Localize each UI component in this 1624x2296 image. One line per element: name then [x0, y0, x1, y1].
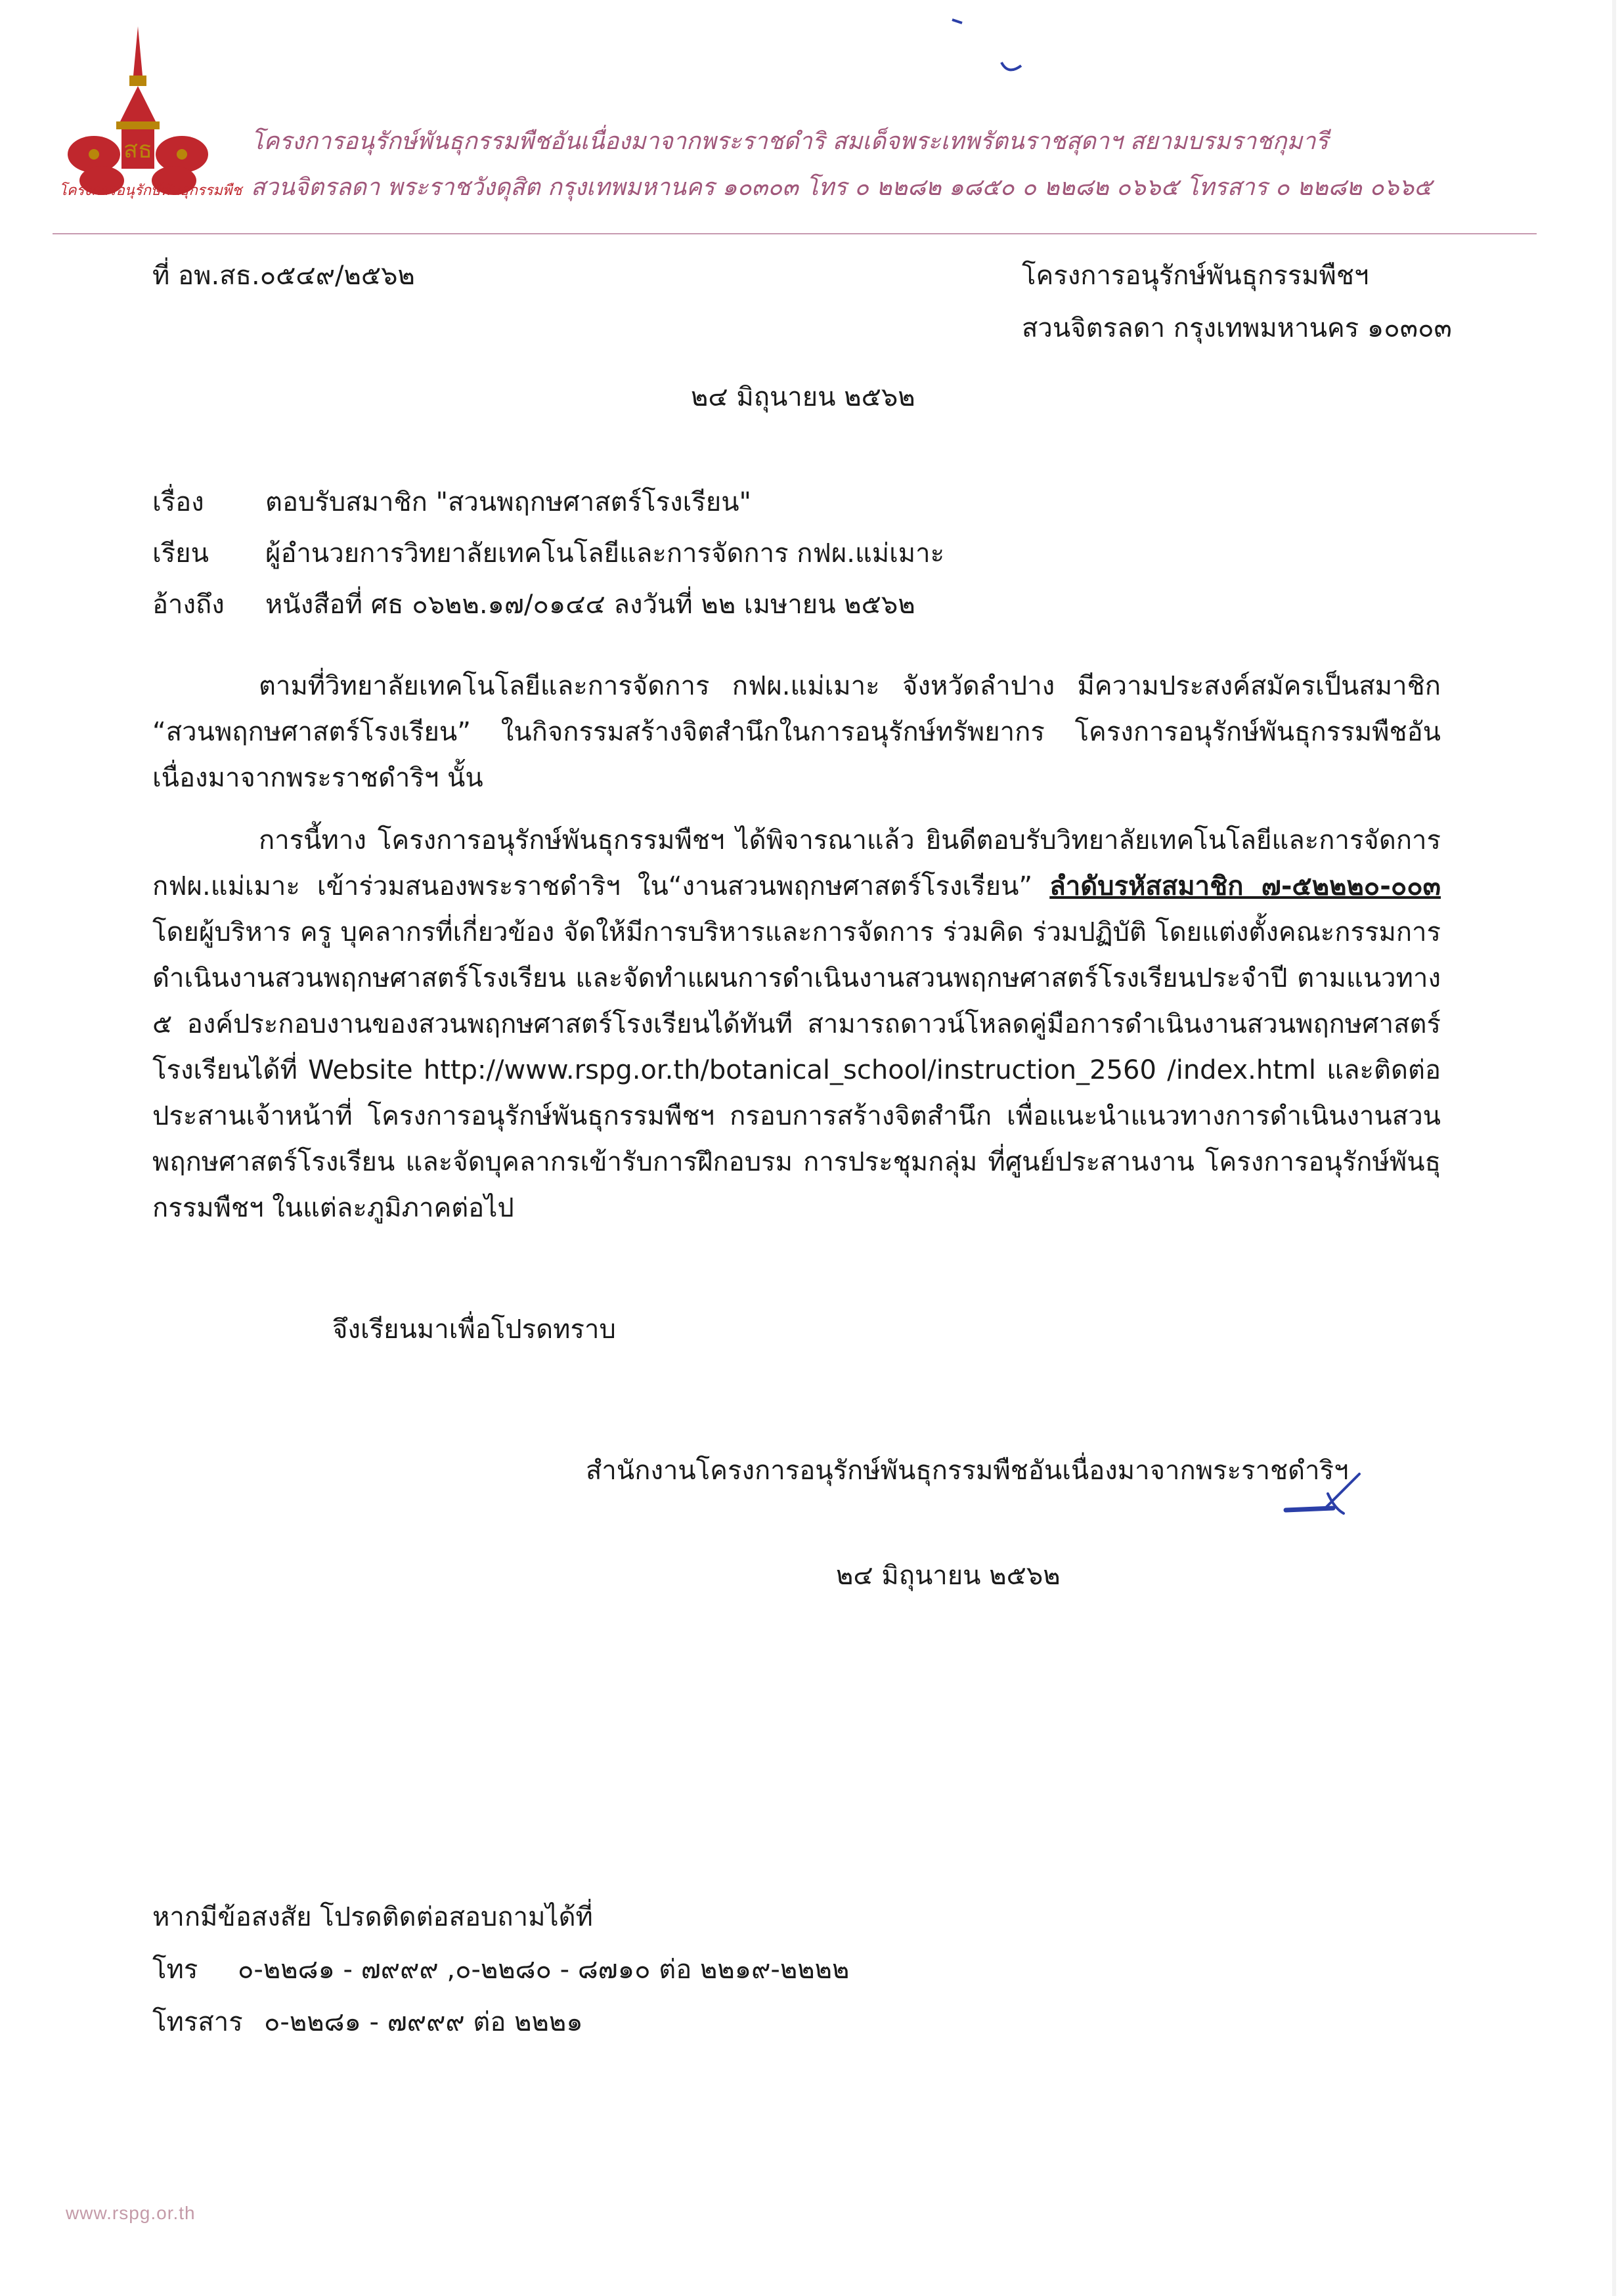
letter-date: ๒๔ มิถุนายน ๒๕๖๒: [691, 382, 915, 412]
subject-label: เรื่อง: [152, 487, 204, 517]
letterhead-line-2: สวนจิตรลดา พระราชวังดุสิต กรุงเทพมหานคร ๑๐๓๐๓ โทร ๐ ๒๒๘๒ ๑๘๕๐ ๐ ๒๒๘๒ ๐๖๖๕ โทรสาร ๐ ๒๒๘๒ ๐๖๖๕: [251, 174, 1432, 201]
reference-number: ที่ อพ.สธ.๐๕๔๙/๒๕๖๒: [152, 261, 415, 291]
signatory-office: สำนักงานโครงการอนุรักษ์พันธุกรรมพืชอันเนื่องมาจากพระราชดำริฯ: [586, 1456, 1349, 1486]
sender-address: สวนจิตรลดา กรุงเทพมหานคร ๑๐๓๐๓: [1022, 313, 1452, 343]
svg-text:สธ: สธ: [123, 137, 152, 163]
reference-label: อ้างถึง: [152, 590, 225, 620]
fax-label: โทรสาร: [152, 2007, 243, 2037]
subject-text: ตอบรับสมาชิก "สวนพฤกษศาสตร์โรงเรียน": [265, 487, 751, 517]
recipient-text: ผู้อำนวยการวิทยาลัยเทคโนโลยีและการจัดการ กฟผ.แม่เมาะ: [265, 538, 945, 569]
member-code: ลำดับรหัสสมาชิก ๗-๕๒๒๒๐-๐๐๓: [1049, 871, 1441, 901]
phone-numbers: ๐-๒๒๘๑ - ๗๙๙๙ ,๐-๒๒๘๐ - ๘๗๑๐ ต่อ ๒๒๑๙-๒๒๒๒: [238, 1955, 850, 1985]
reference-text: หนังสือที่ ศธ ๐๖๒๒.๑๗/๐๑๔๔ ลงวันที่ ๒๒ เมษายน ๒๕๖๒: [265, 590, 915, 620]
signature-mark: [1281, 1467, 1372, 1527]
logo-caption: โครงการอนุรักษ์พันธุกรรมพืช: [59, 183, 242, 199]
paragraph-1: ตามที่วิทยาลัยเทคโนโลยีและการจัดการ กฟผ.แม่เมาะ จังหวัดลำปาง มีความประสงค์สมัครเป็นสมาชิก “สวนพฤกษศาสตร์โรงเรียน” ในกิจกรรมสร้างจิตสำนึกในการอนุรักษ์ทรัพยากร โครงการอนุรักษ์พันธุกรรมพืชอันเนื่องมาจากพระราชดำริฯ นั้น: [152, 671, 1441, 793]
paragraph-2: [152, 817, 1441, 1231]
closing-line: จึงเรียนมาเพื่อโปรดทราบ: [332, 1314, 616, 1345]
footer-website: www.rspg.or.th: [66, 2203, 196, 2223]
scan-edge: [1612, 0, 1616, 2296]
paragraph-2-intro: การนี้ทาง โครงการอนุรักษ์พันธุกรรมพืชฯ ได้พิจารณาแล้ว ยินดีตอบรับวิทยาลัยเทคโนโลยีและการจัดการ กฟผ.แม่เมาะ เข้าร่วมสนองพระราชดำริฯ ใน“งานสวนพฤกษศาสตร์โรงเรียน”: [152, 825, 1441, 901]
paragraph-2-body: โดยผู้บริหาร ครู บุคลากรที่เกี่ยวข้อง จัดให้มีการบริหารและการจัดการ ร่วมคิด ร่วมปฏิบัติ โดยแต่งตั้งคณะกรรมการดำเนินงานสวนพฤกษศาสตร์โรงเรียน และจัดทำแผนการดำเนินงานสวนพฤกษศาสตร์โรงเรียนประจำปี ตามแนวทาง ๕ องค์ประกอบงานของสวนพฤกษศาสตร์โรงเรียนได้ทันที สามารถดาวน์โหลดคู่มือการดำเนินงานสวนพฤกษศาสตร์โรงเรียนได้ที่ Website http://www.rspg.or.th/botanical_school/instruction_2560 /index.html และติดต่อประสานเจ้าหน้าที่ โครงการอนุรักษ์พันธุกรรมพืชฯ กรอบการสร้างจิตสำนึก เพื่อแนะนำแนวทางการดำเนินงานสวนพฤกษศาสตร์โรงเรียน และจัดบุคลากรเข้ารับการฝึกอบรม การประชุมกลุ่ม ที่ศูนย์ประสานงาน โครงการอนุรักษ์พันธุกรรมพืชฯ ในแต่ละภูมิภาคต่อไป: [152, 917, 1441, 1223]
contact-intro: หากมีข้อสงสัย โปรดติดต่อสอบถามได้ที่: [152, 1902, 593, 1932]
letterhead-line-1: โครงการอนุรักษ์พันธุกรรมพืชอันเนื่องมาจากพระราชดำริ สมเด็จพระเทพรัตนราชสุดาฯ สยามบรมราชกุมารี: [251, 128, 1328, 155]
pen-mark: [946, 13, 1038, 79]
signature-date: ๒๔ มิถุนายน ๒๕๖๒: [836, 1561, 1061, 1591]
recipient-label: เรียน: [152, 538, 209, 569]
header-divider: [53, 233, 1537, 234]
fax-number: ๐-๒๒๘๑ - ๗๙๙๙ ต่อ ๒๒๒๑: [264, 2007, 583, 2037]
sender-name: โครงการอนุรักษ์พันธุกรรมพืชฯ: [1022, 261, 1369, 291]
phone-label: โทร: [152, 1955, 198, 1985]
